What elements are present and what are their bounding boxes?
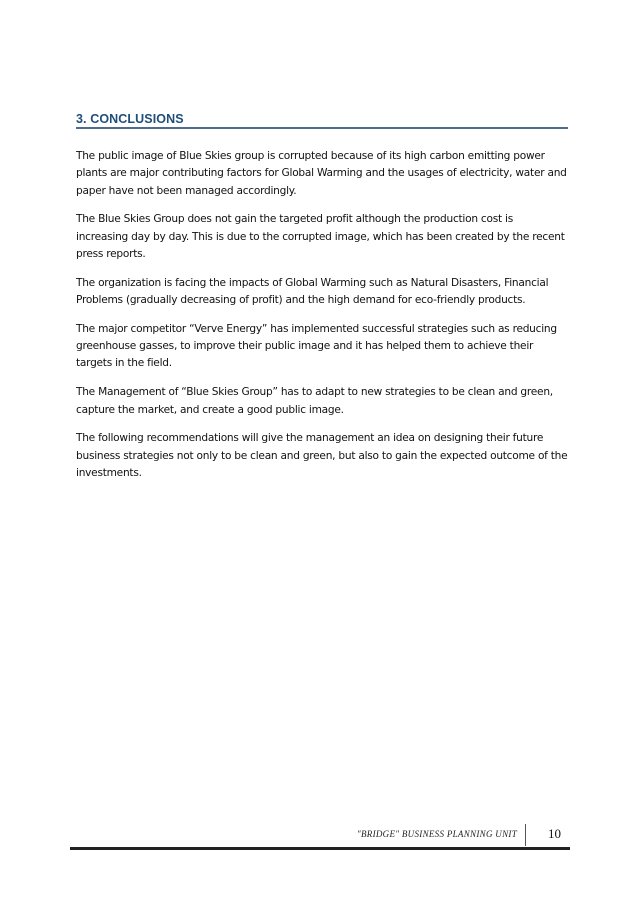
footer-divider bbox=[525, 824, 526, 846]
paragraph: The Blue Skies Group does not gain the targeted profit although the production cost is increasing day by day. This is due to the corrupted image, which has been created by the recent press reports. bbox=[76, 213, 565, 260]
paragraph: The major competitor “Verve Energy” has implemented successful strategies such as reducing greenhouse gasses, to improve their public image and it has helped them to achieve their targets in the field. bbox=[76, 322, 557, 370]
heading-rule bbox=[76, 127, 568, 129]
paragraph: The Management of “Blue Skies Group” has to adapt to new strategies to be clean and green, capture the market, and create a good public image. bbox=[76, 386, 553, 416]
paragraph: The organization is facing the impacts of Global Warming such as Natural Disasters, Financial Problems (gradually decreasing of profit) and the high demand for eco-friendly products. bbox=[76, 276, 549, 307]
footer-label: "BRIDGE" BUSINESS PLANNING UNIT bbox=[356, 829, 517, 839]
footer-rule bbox=[70, 847, 570, 850]
paragraph: The public image of Blue Skies group is corrupted because of its high carbon emitting power plants are major contributing factors for Global Warming and the usages of electricity, water and paper have not been managed accordingly. bbox=[76, 150, 567, 197]
body-text bbox=[76, 148, 568, 494]
section-heading: 3. CONCLUSIONS bbox=[76, 112, 184, 126]
page-number: 10 bbox=[548, 826, 561, 841]
paragraph: The following recommendations will give the management an idea on designing their future business strategies not only to be clean and green, but also to gain the expected outcome of the investments. bbox=[76, 432, 568, 479]
